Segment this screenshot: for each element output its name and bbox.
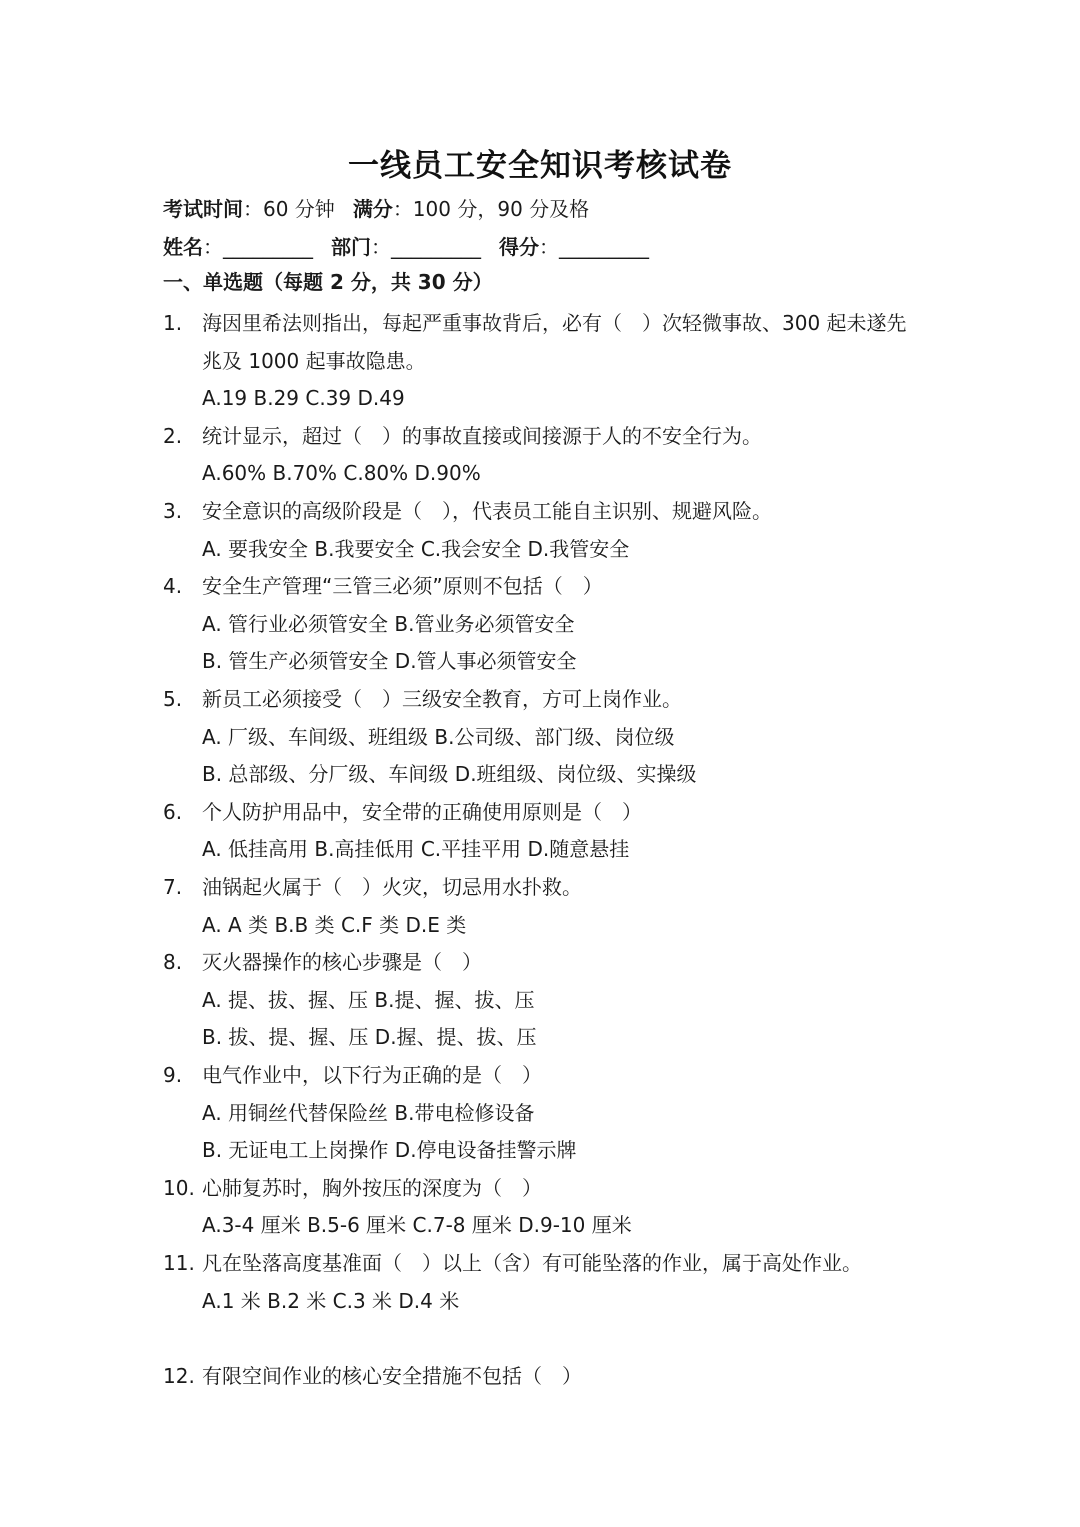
question-text: 个人防护用品中，安全带的正确使用原则是（ ） xyxy=(202,799,642,824)
answer-options: A.60% B.70% C.80% D.90% xyxy=(202,461,481,486)
question-number: 7. xyxy=(163,875,183,899)
page-title: 一线员工安全知识考核试卷 xyxy=(348,148,732,184)
score-blank: ：_________ xyxy=(539,235,649,259)
question-number: 2. xyxy=(163,423,183,448)
question-text: 凡在坠落高度基准面（ ）以上（含）有可能坠落的作业，属于高处作业。 xyxy=(202,1251,862,1275)
name-label: 姓名 xyxy=(163,235,203,259)
answer-options: B. 管生产必须管安全 D.管人事必须管安全 xyxy=(202,649,577,674)
answer-options: A.3-4 厘米 B.5-6 厘米 C.7-8 厘米 D.9-10 厘米 xyxy=(202,1213,632,1238)
answer-options: A.19 B.29 C.39 D.49 xyxy=(202,386,405,411)
answer-options: A. 低挂高用 B.高挂低用 C.平挂平用 D.随意悬挂 xyxy=(202,837,630,862)
answer-options: A. 管行业必须管安全 B.管业务必须管安全 xyxy=(202,611,575,636)
question-item xyxy=(163,869,923,944)
name-blank: ：_________ xyxy=(203,235,313,259)
exam-info xyxy=(163,193,589,222)
score-label: 得分 xyxy=(499,235,539,259)
question-text: 心肺复苏时，胸外按压的深度为（ ） xyxy=(202,1175,542,1200)
question-number: 10. xyxy=(163,1175,195,1200)
question-number: 12. xyxy=(163,1363,195,1388)
section-heading: 一、单选题（每题 2 分，共 30 分） xyxy=(163,270,493,294)
question-item xyxy=(163,1358,923,1396)
question-text: 新员工必须接受（ ）三级安全教育，方可上岗作业。 xyxy=(202,687,682,711)
question-text: 统计显示，超过（ ）的事故直接或间接源于人的不安全行为。 xyxy=(202,423,762,448)
time-label: 考试时间 xyxy=(163,197,243,221)
question-text: 安全生产管理“三管三必须”原则不包括（ ） xyxy=(202,574,603,599)
examinee-fields xyxy=(163,231,649,260)
question-item xyxy=(163,794,923,869)
full-score-label: 满分 xyxy=(352,197,393,221)
question-item xyxy=(163,418,923,493)
question-item xyxy=(163,1057,923,1170)
question-item xyxy=(163,944,923,1057)
answer-options: A. 厂级、车间级、班组级 B.公司级、部门级、岗位级 xyxy=(202,724,675,749)
question-number: 1. xyxy=(163,311,183,335)
question-text: 海因里希法则指出，每起严重事故背后，必有（ ）次轻微事故、300 起未遂先兆及 1000 起事故隐患。 xyxy=(202,311,907,373)
answer-options: A. 要我安全 B.我要安全 C.我会安全 D.我管安全 xyxy=(202,536,630,561)
question-number: 11. xyxy=(163,1251,195,1275)
department-blank: ：_________ xyxy=(371,235,481,259)
time-value: ：60 分钟 xyxy=(243,197,335,221)
question-text: 电气作业中，以下行为正确的是（ ） xyxy=(202,1063,542,1087)
answer-options: B. 无证电工上岗操作 D.停电设备挂警示牌 xyxy=(202,1138,577,1163)
question-text: 安全意识的高级阶段是（ ），代表员工能自主识别、规避风险。 xyxy=(202,499,772,523)
answer-options: A. 提、拔、握、压 B.提、握、拔、压 xyxy=(202,987,535,1012)
answer-options: B. 拔、提、握、压 D.握、提、拔、压 xyxy=(202,1025,537,1050)
question-number: 4. xyxy=(163,574,183,599)
full-score-value: ：100 分，90 分及格 xyxy=(392,197,590,221)
answer-options: A. A 类 B.B 类 C.F 类 D.E 类 xyxy=(202,912,467,937)
question-item xyxy=(163,493,923,568)
answer-options: B. 总部级、分厂级、车间级 D.班组级、岗位级、实操级 xyxy=(202,762,697,787)
question-item xyxy=(163,568,923,681)
question-text: 灭火器操作的核心步骤是（ ） xyxy=(202,950,482,975)
question-number: 9. xyxy=(163,1063,183,1087)
answer-options: A. 用铜丝代替保险丝 B.带电检修设备 xyxy=(202,1100,535,1125)
question-number: 8. xyxy=(163,950,183,975)
question-number: 3. xyxy=(163,499,183,523)
question-number: 5. xyxy=(163,687,183,711)
answer-options: A.1 米 B.2 米 C.3 米 D.4 米 xyxy=(202,1288,460,1313)
question-item xyxy=(163,681,923,794)
question-number: 6. xyxy=(163,799,183,824)
question-item xyxy=(163,1170,923,1245)
question-text: 有限空间作业的核心安全措施不包括（ ） xyxy=(202,1363,582,1388)
question-text: 油锅起火属于（ ）火灾，切忌用水扑救。 xyxy=(202,875,582,899)
question-item xyxy=(163,1245,923,1320)
question-item xyxy=(163,305,923,418)
department-label: 部门 xyxy=(331,235,371,259)
